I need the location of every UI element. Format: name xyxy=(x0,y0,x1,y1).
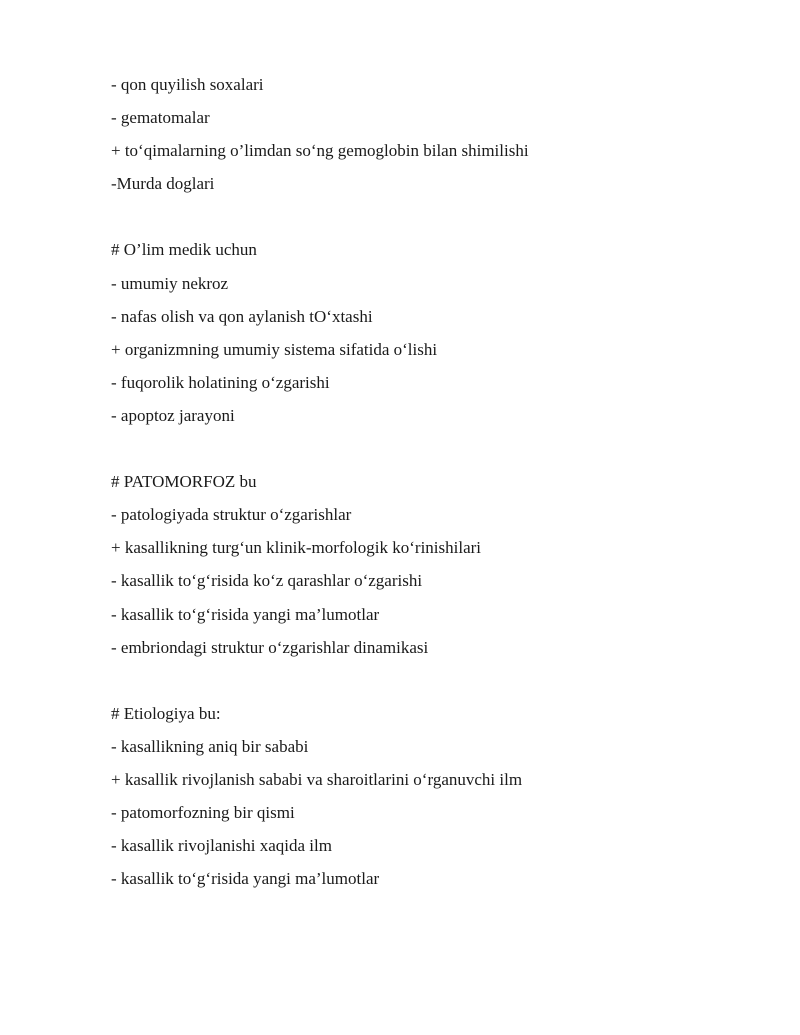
paragraph-gap xyxy=(111,435,751,468)
question-heading: # PATOMORFOZ bu xyxy=(111,472,257,492)
answer-option-correct: + kasallikning turg‘un klinik-morfologik ko‘rinishilari xyxy=(111,538,482,558)
answer-option: - nafas olish va qon aylanish tO‘xtashi xyxy=(111,306,373,326)
document-content xyxy=(111,71,751,898)
block-blood-extravasation xyxy=(111,71,751,203)
paragraph-gap xyxy=(111,203,751,236)
answer-option: - patologiyada struktur o‘zgarishlar xyxy=(111,505,352,525)
answer-option: - umumiy nekroz xyxy=(111,273,229,293)
answer-option-correct: + organizmning umumiy sistema sifatida o‘lishi xyxy=(111,339,438,359)
question-block-etiology xyxy=(111,700,751,899)
answer-option: - patomorfozning bir qismi xyxy=(111,803,295,823)
text-line: - qon quyilish soxalari xyxy=(111,75,264,94)
text-line: + to‘qimalarning o’limdan so‘ng gemoglobin bilan shimilishi xyxy=(111,141,529,161)
text-line: - gematomalar xyxy=(111,108,210,128)
answer-option: - kasallik to‘g‘risida ko‘z qarashlar o‘zgarishi xyxy=(111,571,423,591)
answer-option: - kasallik to‘g‘risida yangi ma’lumotlar xyxy=(111,869,380,889)
answer-option: - kasallik rivojlanishi xaqida ilm xyxy=(111,836,332,856)
answer-option: - embriondagi struktur o‘zgarishlar dinamikasi xyxy=(111,637,429,657)
question-block-pathomorphosis xyxy=(111,468,751,667)
paragraph-gap xyxy=(111,667,751,700)
question-heading: # Etiologiya bu: xyxy=(111,703,221,723)
answer-option: - kasallikning aniq bir sababi xyxy=(111,736,309,756)
text-line: -Murda doglari xyxy=(111,174,215,194)
answer-option: - kasallik to‘g‘risida yangi ma’lumotlar xyxy=(111,604,380,624)
answer-option: - fuqorolik holatining o‘zgarishi xyxy=(111,372,330,392)
answer-option: - apoptoz jarayoni xyxy=(111,405,235,425)
answer-option-correct: + kasallik rivojlanish sababi va sharoitlarini o‘rganuvchi ilm xyxy=(111,769,523,789)
question-heading: # O’lim medik uchun xyxy=(111,240,257,260)
question-block-death xyxy=(111,236,751,435)
